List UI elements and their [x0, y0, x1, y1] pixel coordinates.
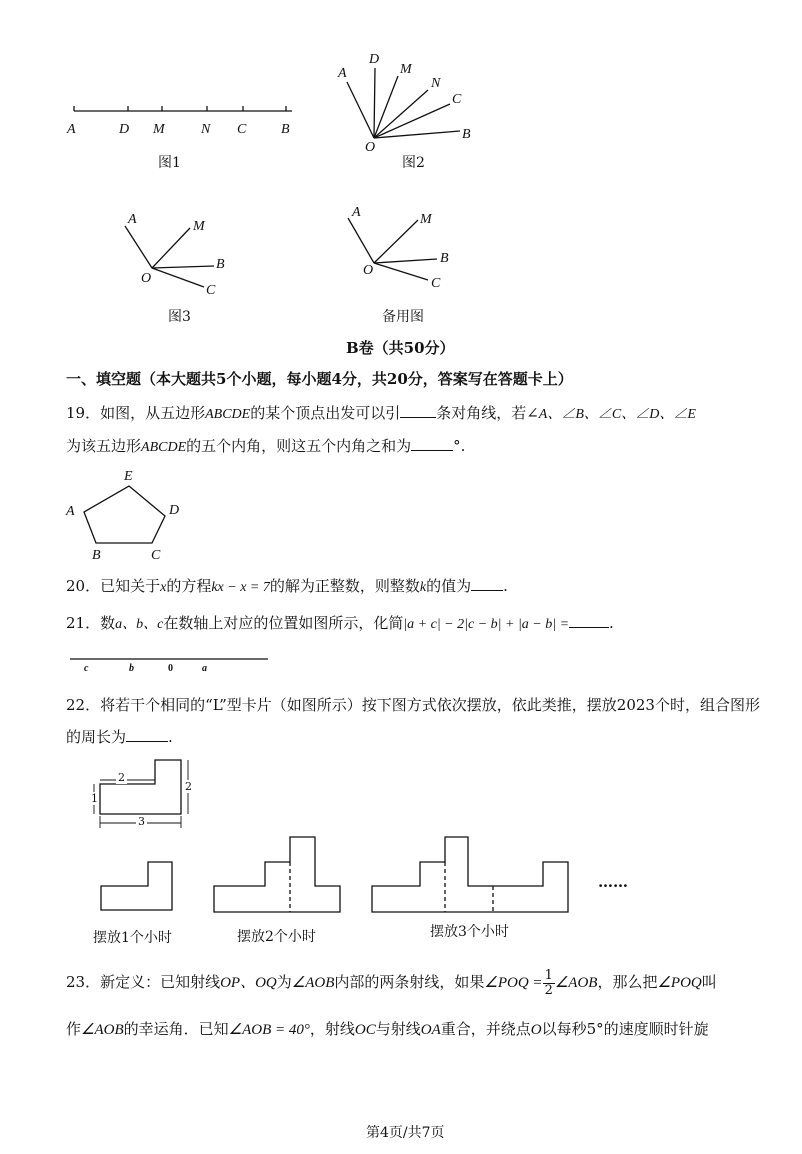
backup-ray-label: C [431, 276, 441, 291]
q23-text: 作 [66, 1020, 82, 1038]
figure-3-caption: 图3 [168, 309, 191, 325]
fig2-ray-label: M [400, 62, 412, 77]
q19-text: 条对角线，若∠ [436, 404, 539, 422]
q23-given-angle: ∠AOB = 40° [228, 1022, 310, 1038]
dim-top-label: 2 [118, 771, 125, 784]
q23-formula-left: ∠POQ = [484, 975, 543, 991]
pentagon-vertex-label: E [124, 469, 133, 484]
axis-label-0: 0 [168, 663, 173, 674]
q20-equation: kx − x = 7 [211, 580, 270, 595]
q22-line2 [66, 727, 173, 747]
fig1-point-label: N [201, 122, 211, 137]
fig2-vertex-label: O [365, 140, 376, 155]
q21-line [66, 613, 614, 635]
fig2-ray-label: A [338, 66, 347, 81]
q23-text: 23．新定义：已知射线 [66, 973, 221, 991]
q19-polygon-name: ABCDE [141, 440, 187, 455]
dim-right-label: 2 [185, 780, 192, 793]
q23-formula-right: ∠AOB [554, 975, 598, 991]
fig3-ray-label: A [128, 212, 137, 227]
axis-label-c: c [84, 663, 89, 674]
q19-answer-blank-2[interactable] [411, 436, 453, 451]
figure-backup-caption: 备用图 [382, 309, 424, 325]
q20-text: 的值为 [426, 577, 472, 595]
pentagon-vertex-label: C [151, 548, 161, 563]
fig2-ray-label: B [462, 127, 471, 142]
fig2-ray-label: D [369, 52, 380, 67]
q20-text: 的方程 [166, 577, 212, 595]
q21-text: 21．数 [66, 614, 116, 632]
q21-vars: a、b、c [115, 617, 164, 632]
q23-text: 的幸运角．已知 [123, 1020, 229, 1038]
q23-text: 为 [276, 973, 292, 991]
fig1-point-label: D [119, 122, 130, 137]
arrangement-1-caption: 摆放1个小时 [93, 930, 172, 946]
q23-angle-name: ∠POQ [657, 975, 702, 991]
q19-text: 为该五边形 [66, 437, 142, 455]
fig1-point-label: B [281, 122, 290, 137]
backup-vertex-label: O [363, 263, 374, 278]
q23-line1 [66, 968, 717, 998]
q20-answer-blank[interactable] [471, 576, 503, 591]
q19-line2 [66, 436, 465, 458]
fig1-point-label: A [67, 122, 76, 137]
section-title: B卷（共50分） [346, 339, 455, 357]
figure-2-caption: 图2 [402, 155, 425, 171]
fig3-ray-label: M [193, 219, 205, 234]
fig3-ray-label: C [206, 283, 216, 298]
pentagon-vertex-label: B [92, 548, 101, 563]
q20-text: . [503, 577, 508, 595]
q19-text: 的某个顶点出发可以引 [250, 404, 401, 422]
arrangement-2-caption: 摆放2个小时 [237, 929, 316, 945]
q21-text: . [609, 614, 614, 632]
q21-answer-blank[interactable] [569, 613, 609, 628]
fig1-point-label: M [153, 122, 165, 137]
arrangement-3-caption: 摆放3个小时 [430, 924, 509, 940]
q20-text: 的解为正整数，则整数 [269, 577, 420, 595]
q23-text: 重合，并绕点 [440, 1020, 531, 1038]
q20-line [66, 576, 508, 598]
q20-var: k [419, 580, 427, 595]
q19-line1 [66, 403, 696, 425]
q22-text: 的周长为 [66, 728, 127, 746]
q23-rays: OP、OQ [220, 975, 277, 991]
fraction-denominator: 2 [544, 982, 553, 998]
part-heading: 一、填空题（本大题共5个小题，每小题4分，共20分，答案写在答题卡上） [66, 370, 573, 388]
continuation-ellipsis: …… [598, 873, 628, 891]
q21-expression: |a + c| − 2|c − b| + |a − b| = [403, 617, 570, 632]
axis-label-b: b [129, 663, 134, 674]
q23-text: 内部的两条射线，如果 [334, 973, 485, 991]
q19-text: °. [453, 437, 466, 455]
q21-text: 在数轴上对应的位置如图所示，化简 [163, 614, 404, 632]
pentagon-vertex-label: D [169, 503, 180, 518]
q23-text: 以每秒5°的速度顺时针旋 [541, 1020, 709, 1038]
q23-text: 叫 [701, 973, 717, 991]
q23-fraction [543, 969, 555, 998]
q23-line2 [66, 1019, 709, 1040]
q23-text: ，射线 [309, 1020, 355, 1038]
fig2-ray-label: N [431, 76, 441, 91]
q23-ray-oc: OC [354, 1022, 376, 1038]
q19-answer-blank-1[interactable] [400, 403, 436, 418]
q23-angle: ∠AOB [81, 1022, 124, 1038]
q22-line1: 22．将若干个相同的“L”型卡片（如图所示）按下图方式依次摆放，依此类推，摆放2023个时，组合图形 [66, 696, 760, 714]
figure-1-caption: 图1 [158, 155, 181, 171]
q22-text: . [168, 728, 173, 746]
q20-text: 20．已知关于 [66, 577, 161, 595]
q23-point-o: O [530, 1022, 542, 1038]
q22-answer-blank[interactable] [126, 727, 168, 742]
q19-text: 19．如图，从五边形 [66, 404, 206, 422]
dim-bottom-label: 3 [138, 815, 145, 828]
backup-ray-label: A [352, 205, 361, 220]
pentagon-vertex-label: A [66, 504, 75, 519]
backup-ray-label: M [420, 212, 432, 227]
q19-angle-list: A、∠B、∠C、∠D、∠E [538, 407, 696, 422]
q23-text: ，那么把 [597, 973, 658, 991]
q23-angle: ∠AOB [291, 975, 335, 991]
backup-ray-label: B [440, 251, 449, 266]
fig1-point-label: C [237, 122, 247, 137]
page-footer: 第4页/共7页 [366, 1125, 445, 1141]
q23-ray-oa: OA [420, 1022, 441, 1038]
fig3-vertex-label: O [141, 271, 152, 286]
axis-label-a: a [202, 663, 207, 674]
q19-text: 的五个内角，则这五个内角之和为 [186, 437, 412, 455]
q23-text: 与射线 [375, 1020, 421, 1038]
fig3-ray-label: B [216, 257, 225, 272]
dim-left-label: 1 [91, 792, 98, 805]
q19-polygon-name: ABCDE [205, 407, 251, 422]
q20-var: x [160, 580, 167, 595]
fig2-ray-label: C [452, 92, 462, 107]
fraction-numerator: 1 [544, 967, 553, 983]
